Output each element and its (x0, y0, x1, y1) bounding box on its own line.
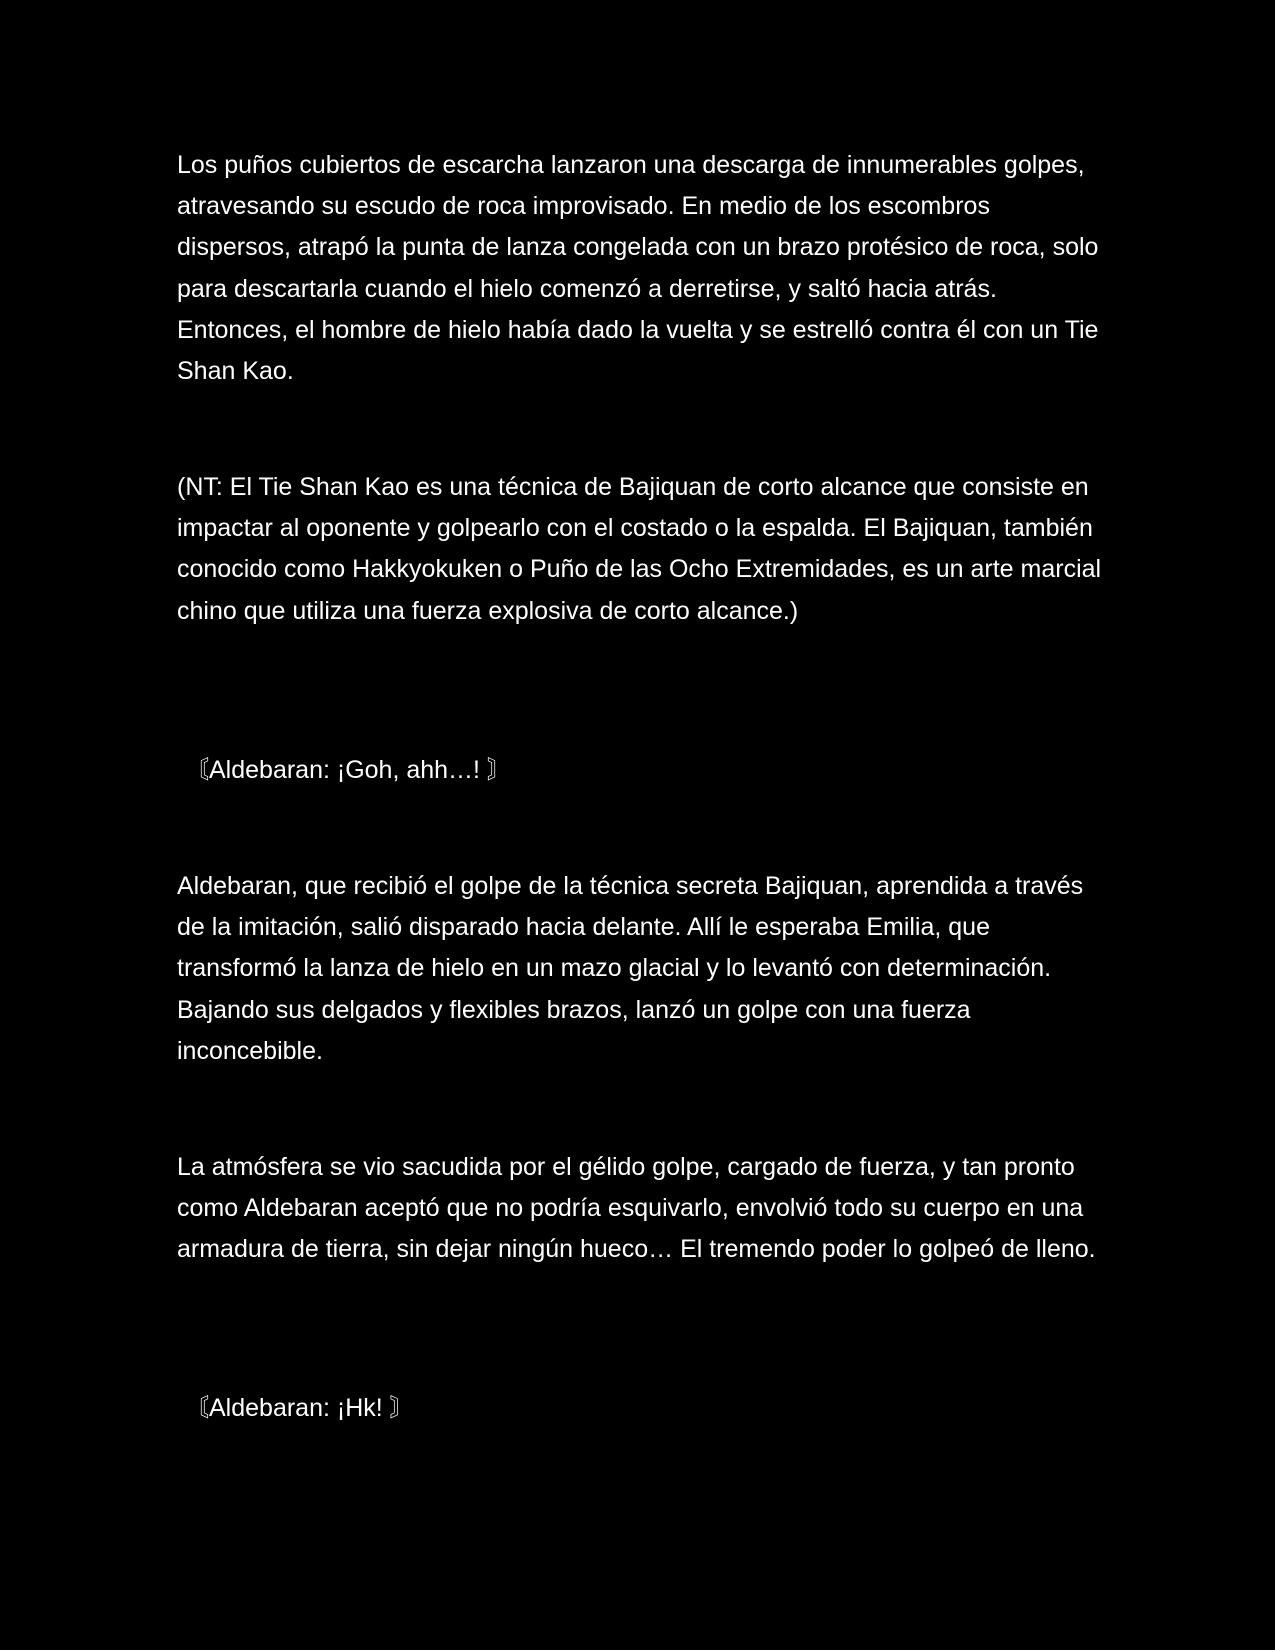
dialogue-line-2: 〘Aldebaran: ¡Hk! 〙 (184, 1394, 415, 1422)
narrative-paragraph-2: Aldebaran, que recibió el golpe de la técnica secreta Bajiquan, aprendida a través de la imitación, salió disparado hacia delante. Allí le esperaba Emilia, que transformó la lanza de hielo en un mazo glacial y lo levantó con determinación. Bajando sus delgados y flexibles brazos, lanzó un golpe con una fuerza inconcebible. (177, 872, 1084, 1065)
narrative-paragraph-1: Los puños cubiertos de escarcha lanzaron una descarga de innumerables golpes, atravesando su escudo de roca improvisado. En medio de los escombros dispersos, atrapó la punta de lanza congelada con un brazo protésico de roca, solo para descartarla cuando el hielo comenzó a derretirse, y saltó hacia atrás. Entonces, el hombre de hielo había dado la vuelta y se estrelló contra él con un Tie Shan Kao. (177, 151, 1099, 386)
dialogue-line-1: 〘Aldebaran: ¡Goh, ahh…! 〙 (184, 756, 512, 784)
translator-note-paragraph: (NT: El Tie Shan Kao es una técnica de Bajiquan de corto alcance que consiste en impactar al oponente y golpearlo con el costado o la espalda. El Bajiquan, también conocido como Hakkyokuken o Puño de las Ocho Extremidades, es un arte marcial chino que utiliza una fuerza explosiva de corto alcance.) (177, 473, 1102, 625)
narrative-paragraph-3: La atmósfera se vio sacudida por el gélido golpe, cargado de fuerza, y tan pronto como Aldebaran aceptó que no podría esquivarlo, envolvió todo su cuerpo en una armadura de tierra, sin dejar ningún hueco… El tremendo poder lo golpeó de lleno. (177, 1153, 1096, 1264)
